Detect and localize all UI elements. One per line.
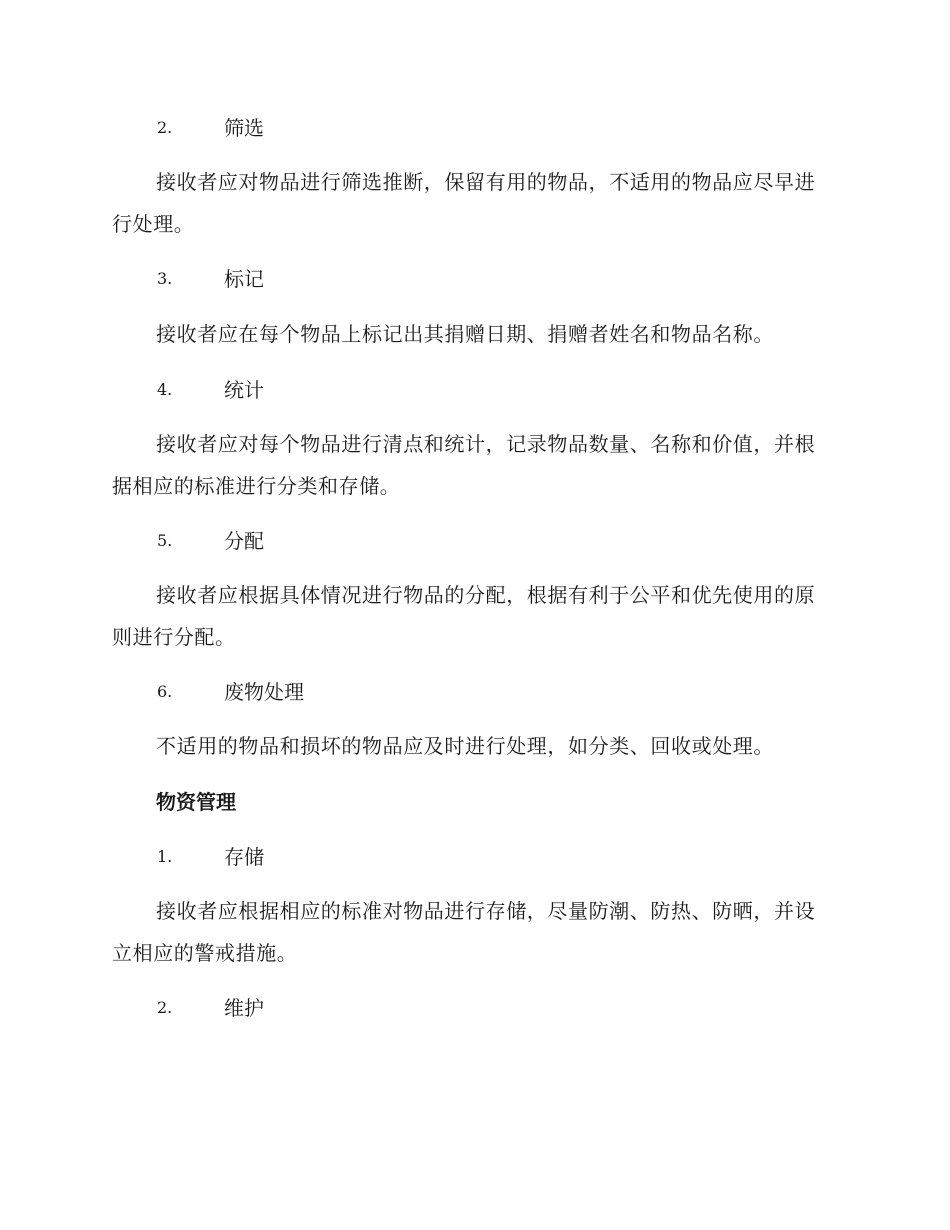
list-item-heading: [112, 994, 832, 1022]
paragraph: 接收者应在每个物品上标记出其捐赠日期、捐赠者姓名和物品名称。: [156, 322, 774, 346]
list-item-heading: [112, 114, 832, 142]
list-item-heading: [112, 265, 832, 293]
list-number: 4.: [157, 380, 173, 399]
paragraph: 接收者应对每个物品进行清点和统计，记录物品数量、名称和价值，并根据相应的标准进行分类和存储。: [112, 432, 816, 498]
paragraph: 不适用的物品和损坏的物品应及时进行处理，如分类、回收或处理。: [156, 734, 774, 758]
list-label: 标记: [224, 267, 264, 291]
list-item-heading: [112, 527, 832, 555]
list-number: 2.: [157, 118, 173, 137]
list-item-heading: [112, 843, 832, 871]
paragraph: 接收者应根据具体情况进行物品的分配，根据有利于公平和优先使用的原则进行分配。: [112, 583, 816, 649]
list-label: 统计: [224, 378, 264, 402]
list-label: 分配: [224, 529, 264, 553]
list-number: 2.: [157, 998, 173, 1017]
list-label: 维护: [224, 996, 264, 1020]
list-number: 6.: [157, 682, 173, 701]
list-item-heading: [112, 678, 832, 706]
paragraph: 接收者应对物品进行筛选推断，保留有用的物品，不适用的物品应尽早进行处理。: [112, 170, 816, 236]
list-label: 废物处理: [224, 680, 304, 704]
list-item-heading: [112, 376, 832, 404]
list-number: 1.: [157, 847, 173, 866]
list-label: 存储: [224, 845, 264, 869]
list-label: 筛选: [224, 116, 264, 140]
list-number: 3.: [157, 269, 173, 288]
section-title: 物资管理: [156, 790, 236, 814]
list-number: 5.: [157, 531, 173, 550]
paragraph: 接收者应根据相应的标准对物品进行存储，尽量防潮、防热、防晒，并设立相应的警戒措施。: [112, 899, 816, 965]
